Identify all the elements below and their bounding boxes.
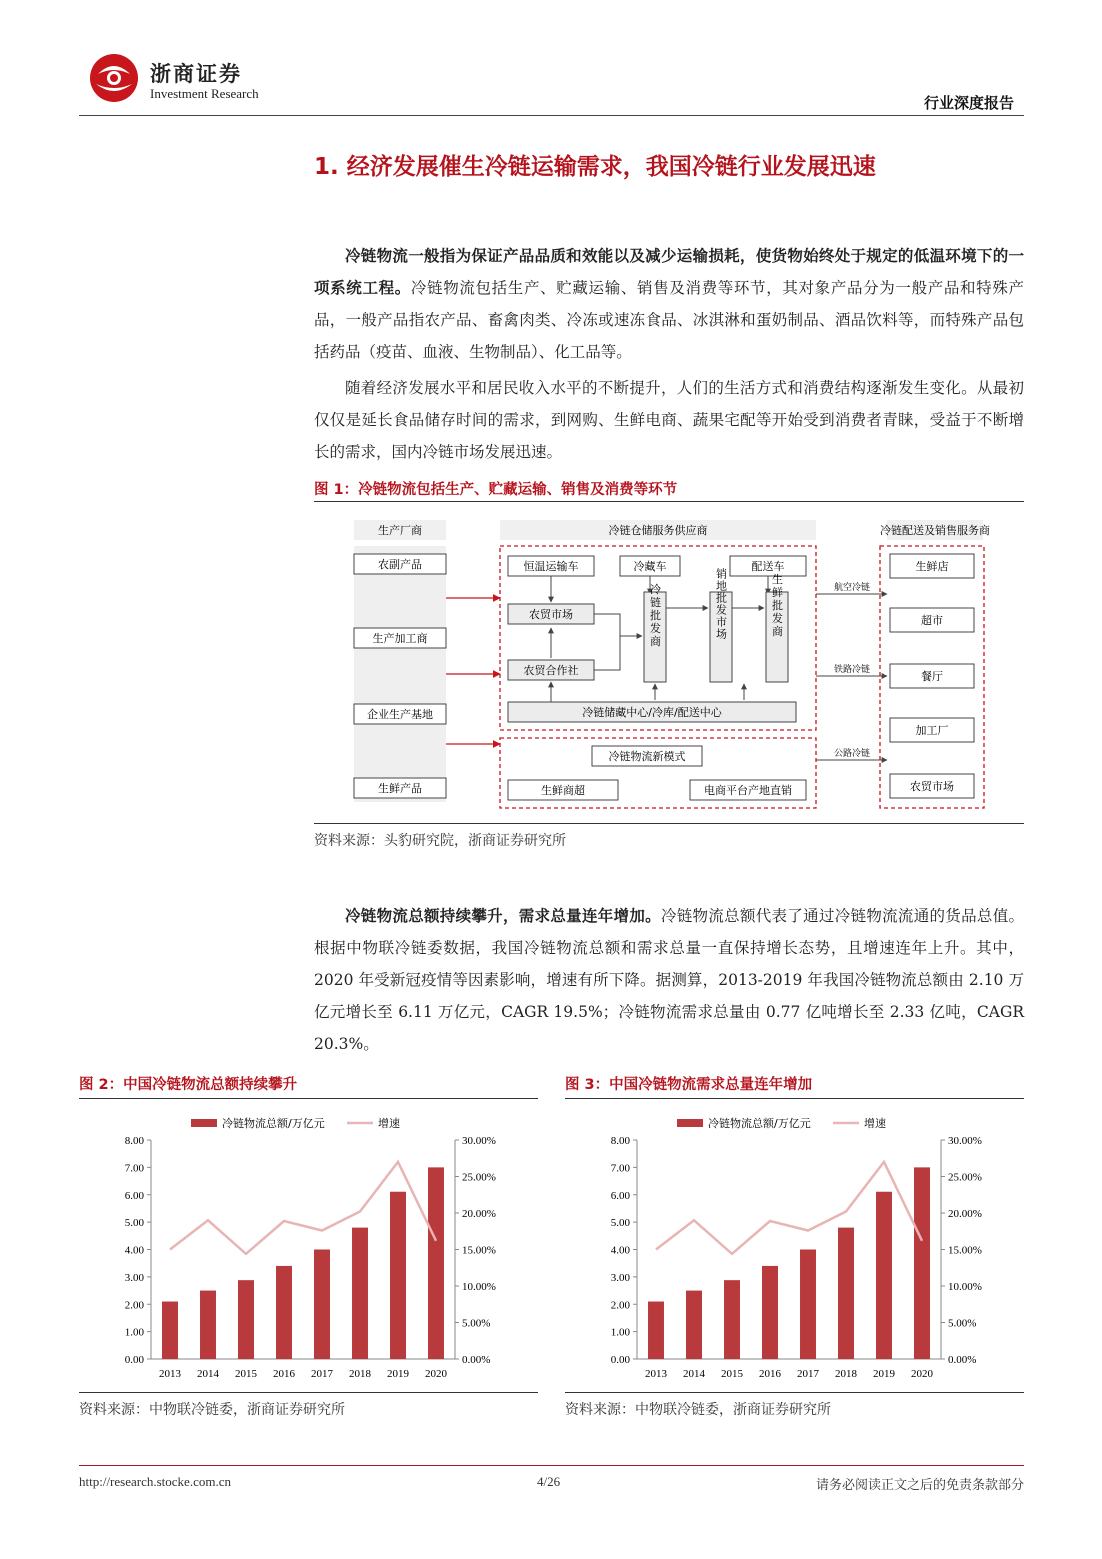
y2-tick-label: 0.00% xyxy=(948,1354,977,1366)
bar xyxy=(648,1302,664,1359)
bar xyxy=(914,1167,930,1359)
brand-english: Investment Research xyxy=(150,86,259,101)
footer-url[interactable]: http://research.stocke.com.cn xyxy=(79,1474,231,1489)
x-tick-label: 2015 xyxy=(721,1368,743,1380)
y2-tick-label: 30.00% xyxy=(948,1135,982,1147)
legend-line-label: 增速 xyxy=(378,1117,400,1130)
x-tick-label: 2014 xyxy=(197,1368,219,1380)
figure3-chart xyxy=(565,1104,1024,1390)
outlet-label-1: 生鲜店 xyxy=(915,560,949,573)
y-tick-label: 8.00 xyxy=(124,1135,144,1147)
producers-column xyxy=(354,546,446,802)
v3-label: 生鲜批发商 xyxy=(770,573,784,639)
x-tick-label: 2016 xyxy=(759,1368,781,1380)
page-number: 4/26 xyxy=(537,1474,561,1489)
outlet-label-2: 超市 xyxy=(921,614,943,627)
y2-tick-label: 20.00% xyxy=(948,1208,982,1220)
x-tick-label: 2020 xyxy=(911,1368,933,1380)
figure2-title: 图 2：中国冷链物流总额持续攀升 xyxy=(79,1077,298,1093)
y-tick-label: 8.00 xyxy=(610,1135,630,1147)
figure3-top-rule xyxy=(565,1098,1024,1099)
truck-label-1: 恒温运输车 xyxy=(523,560,579,573)
bar xyxy=(724,1280,740,1359)
paragraph-1-lead: 冷链物流一般指为保证产品品质和效能以及减少运输损耗，使货物始终处于规定的低温环境下的一项系统工程。 xyxy=(314,247,1024,297)
x-tick-label: 2017 xyxy=(311,1368,333,1380)
producer-label-1: 农副产品 xyxy=(378,558,422,571)
y2-tick-label: 10.00% xyxy=(948,1281,982,1293)
paragraph-1-body: 冷链物流包括生产、贮藏运输、销售及消费等环节，其对象产品分为一般产品和特殊产品，一般产品指农产品、畜禽肉类、冷冻或速冻食品、冰淇淋和蛋奶制品、酒品饮料等，而特殊产品包括药品（疫苗、血液、生物制品）、化工品等。 xyxy=(314,279,1024,361)
outlet-label-5: 农贸市场 xyxy=(910,780,954,793)
figure1-source: 资料来源：头豹研究院，浙商证券研究所 xyxy=(314,833,566,849)
legend-bar-swatch xyxy=(191,1119,217,1127)
figure1-bottom-rule xyxy=(314,823,1024,824)
bar xyxy=(838,1228,854,1359)
producer-label-4: 生鲜产品 xyxy=(378,782,422,795)
y-tick-label: 7.00 xyxy=(124,1162,144,1175)
route-label-1: 航空冷链 xyxy=(833,583,871,593)
figure2-top-rule xyxy=(79,1098,538,1099)
x-tick-label: 2013 xyxy=(159,1368,181,1380)
bar xyxy=(686,1291,702,1359)
outlet-label-3: 餐厅 xyxy=(921,670,943,683)
x-tick-label: 2020 xyxy=(425,1368,447,1380)
figure2-chart xyxy=(79,1104,538,1390)
x-tick-label: 2019 xyxy=(387,1368,409,1380)
route-label-2: 铁路冷链 xyxy=(833,665,871,675)
brand-name: 浙商证券 xyxy=(150,62,242,86)
producer-label-3: 企业生产基地 xyxy=(367,708,433,721)
y-tick-label: 6.00 xyxy=(124,1189,144,1202)
coop-label: 农贸合作社 xyxy=(523,664,579,677)
bar xyxy=(800,1250,816,1360)
y2-tick-label: 5.00% xyxy=(462,1317,491,1330)
bar xyxy=(428,1167,444,1359)
y-tick-label: 1.00 xyxy=(610,1326,630,1339)
producers-header: 生产厂商 xyxy=(378,524,422,537)
bar xyxy=(314,1250,330,1360)
bar xyxy=(876,1192,892,1359)
figure1-flow-diagram xyxy=(314,508,1024,818)
bar xyxy=(238,1280,254,1359)
bar xyxy=(162,1302,178,1359)
new-mode-label: 冷链物流新模式 xyxy=(608,750,686,763)
bar xyxy=(390,1192,406,1359)
fresh-super-label: 生鲜商超 xyxy=(541,784,585,797)
paragraph-2: 随着经济发展水平和居民收入水平的不断提升，人们的生活方式和消费结构逐渐发生变化。从最初仅仅是延长食品储存时间的需求，到网购、生鲜电商、蔬果宅配等开始受到消费者青睐，受益于不断增长的需求，国内冷链市场发展迅速。 xyxy=(314,379,1024,461)
y-tick-label: 7.00 xyxy=(610,1162,630,1175)
report-type: 行业深度报告 xyxy=(923,94,1014,112)
legend-bar-label: 冷链物流总额/万亿元 xyxy=(708,1117,811,1130)
y2-tick-label: 20.00% xyxy=(462,1208,496,1220)
v2-label: 销地批发市场 xyxy=(714,568,728,640)
y-tick-label: 3.00 xyxy=(124,1271,144,1284)
y-tick-label: 3.00 xyxy=(610,1271,630,1284)
truck-label-3: 配送车 xyxy=(751,560,785,573)
producer-label-2: 生产加工商 xyxy=(372,632,428,645)
outlet-label-4: 加工厂 xyxy=(915,724,949,737)
y2-tick-label: 15.00% xyxy=(948,1244,982,1257)
x-tick-label: 2015 xyxy=(235,1368,257,1380)
y-tick-label: 2.00 xyxy=(124,1299,144,1312)
storage-header: 冷链仓储服务供应商 xyxy=(608,524,708,537)
x-tick-label: 2016 xyxy=(273,1368,295,1380)
bar xyxy=(276,1266,292,1359)
legend-line-label: 增速 xyxy=(864,1117,886,1130)
x-tick-label: 2019 xyxy=(873,1368,895,1380)
paragraph-3-lead: 冷链物流总额持续攀升，需求总量连年增加。 xyxy=(345,907,661,925)
y2-tick-label: 10.00% xyxy=(462,1281,496,1293)
x-tick-label: 2018 xyxy=(349,1368,371,1380)
figure1-title: 图 1：冷链物流包括生产、贮藏运输、销售及消费等环节 xyxy=(314,482,678,498)
ecommerce-label: 电商平台产地直销 xyxy=(704,784,792,797)
paragraph-1 xyxy=(314,240,1024,368)
y-tick-label: 4.00 xyxy=(610,1244,630,1257)
legend-bar-label: 冷链物流总额/万亿元 xyxy=(222,1117,325,1130)
footer-divider xyxy=(79,1465,1024,1466)
distribution-header: 冷链配送及销售服务商 xyxy=(880,524,990,537)
y-tick-label: 4.00 xyxy=(124,1244,144,1257)
figure3-source: 资料来源：中物联冷链委，浙商证券研究所 xyxy=(565,1402,831,1418)
y-tick-label: 2.00 xyxy=(610,1299,630,1312)
header-divider xyxy=(79,115,1024,116)
y2-tick-label: 30.00% xyxy=(462,1135,496,1147)
x-tick-label: 2017 xyxy=(797,1368,819,1380)
center-label: 冷链储藏中心/冷库/配送中心 xyxy=(582,706,722,719)
y-tick-label: 5.00 xyxy=(124,1217,144,1230)
figure3-title: 图 3：中国冷链物流需求总量连年增加 xyxy=(565,1077,813,1093)
company-logo xyxy=(84,52,144,104)
y2-tick-label: 0.00% xyxy=(462,1354,491,1366)
x-tick-label: 2014 xyxy=(683,1368,705,1380)
y2-tick-label: 25.00% xyxy=(948,1171,982,1184)
paragraph-3-body: 冷链物流总额代表了通过冷链物流流通的货品总值。根据中物联冷链委数据，我国冷链物流总额和需求总量一直保持增长态势，且增速连年上升。其中，2020 年受新冠疫情等因素影响，增速有所下降。据测算，2013-2019 年我国冷链物流总额由 2.10 万亿元增长至 6.11 万亿元，CAGR 19.5%；冷链物流需求总量由 0.77 亿吨增长至 2.33 亿吨，CAGR 20.3%。 xyxy=(314,907,1024,1053)
bar xyxy=(762,1266,778,1359)
arrow-market-v1 xyxy=(594,614,642,636)
market-label: 农贸市场 xyxy=(529,608,573,621)
y-tick-label: 1.00 xyxy=(124,1326,144,1339)
truck-label-2: 冷藏车 xyxy=(633,560,667,573)
arrow-coop-v1 xyxy=(594,636,620,670)
v1-label: 冷链批发商 xyxy=(648,583,662,649)
y-tick-label: 5.00 xyxy=(610,1217,630,1230)
y-tick-label: 0.00 xyxy=(610,1354,630,1366)
figure1-top-rule xyxy=(314,501,1024,502)
y2-tick-label: 5.00% xyxy=(948,1317,977,1330)
footer-disclaimer: 请务必阅读正文之后的免责条款部分 xyxy=(815,1478,1024,1493)
figure2-source: 资料来源：中物联冷链委，浙商证券研究所 xyxy=(79,1402,345,1418)
bar xyxy=(200,1291,216,1359)
bar xyxy=(352,1228,368,1359)
route-label-3: 公路冷链 xyxy=(833,749,871,759)
figure2-bottom-rule xyxy=(79,1392,538,1393)
y-tick-label: 0.00 xyxy=(124,1354,144,1366)
figure3-bottom-rule xyxy=(565,1392,1024,1393)
x-tick-label: 2013 xyxy=(645,1368,667,1380)
y2-tick-label: 15.00% xyxy=(462,1244,496,1257)
y2-tick-label: 25.00% xyxy=(462,1171,496,1184)
section-title: 1. 经济发展催生冷链运输需求，我国冷链行业发展迅速 xyxy=(314,154,876,180)
y-tick-label: 6.00 xyxy=(610,1189,630,1202)
x-tick-label: 2018 xyxy=(835,1368,857,1380)
legend-bar-swatch xyxy=(677,1119,703,1127)
paragraph-3 xyxy=(314,900,1024,1060)
